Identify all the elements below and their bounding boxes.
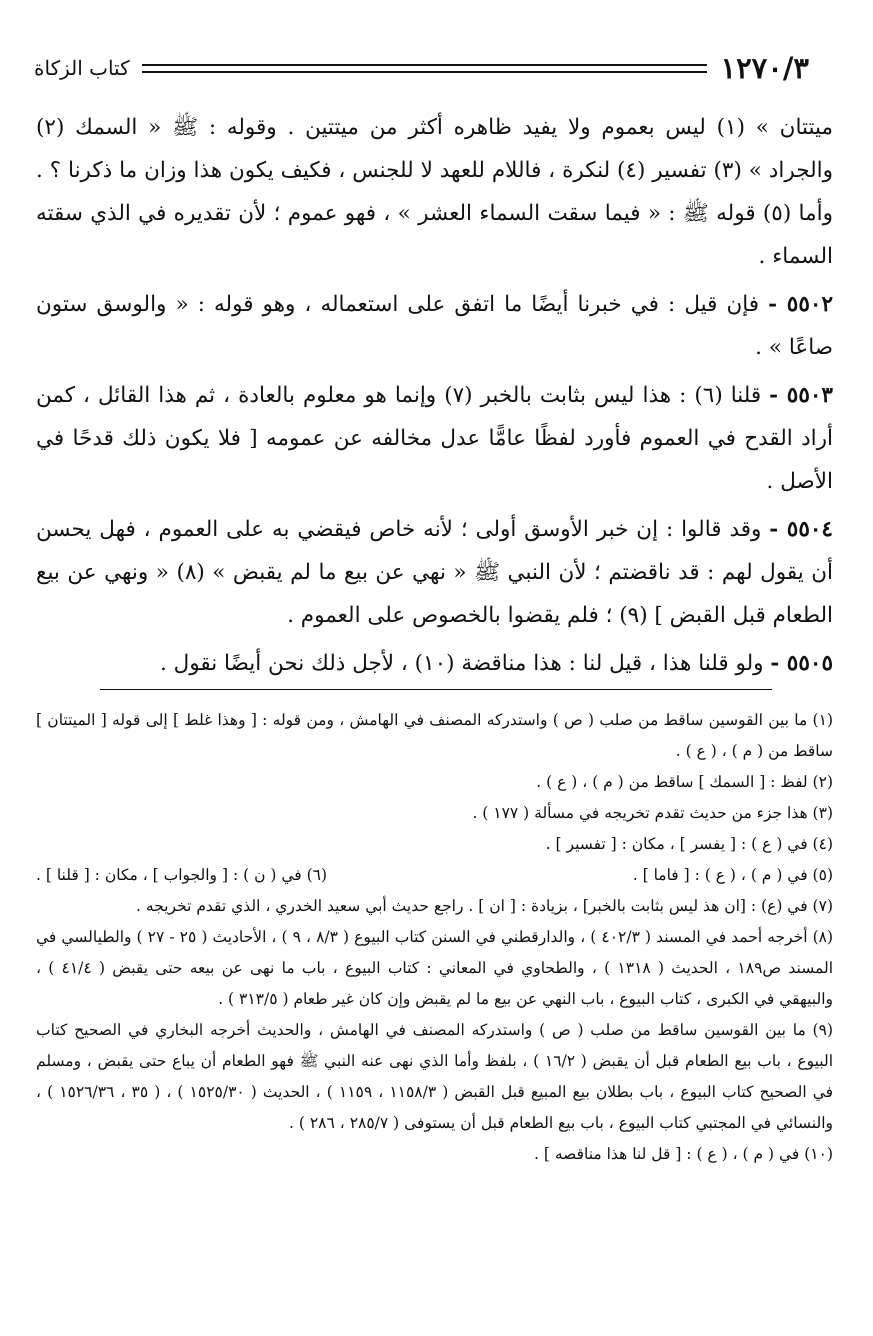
paragraph-5504 [36,508,833,637]
footnote-2: (٢) لفظ : [ السمك ] ساقط من ( م ) ، ( ع ) . [536,773,833,791]
header-double-rule [142,64,707,73]
footnote-9: (٩) ما بين القوسين ساقط من صلب ( ص ) واستدركه المصنف في الهامش ، والحديث أخرجه البخاري في الصحيح كتاب البيوع ، باب بيع الطعام قبل أن يقبض ( ١٦/٢ ) ، بلفظ وأما الذي نهى عنه النبي ﷺ فهو الطعام أن يباع حتى يقبض ، ومسلم في الصحيح كتاب البيوع ، باب بطلان بيع المبيع قبل القبض ( ١١٥٨/٣ ، ١١٥٩ ) ، الحديث ( ١٥٢٥/٣٠ ) ، ( ٣٥ ، ١٥٢٦/٣٦ ) ، والنسائي في المجتبي كتاب البيوع ، باب بيع الطعام قبل أن يستوفى ( ٢٨٥/٧ ، ٢٨٦ ) . [36,1021,834,1132]
paragraph-text: ولو قلنا هذا ، قيل لنا : هذا مناقضة (١٠) ، لأجل ذلك نحن أيضًا نقول . [159,651,764,676]
paragraph-1: ميتتان » (١) ليس بعموم ولا يفيد ظاهره أكثر من ميتتين . وقوله : ﷺ « السمك (٢) والجراد » (٣) تفسير (٤) لنكرة ، فاللام للعهد لا للجنس ، فكيف يكون هذا وزان ما ذكرنا ؟ . وأما (٥) قوله ﷺ : « فيما سقت السماء العشر » ، فهو عموم ؛ لأن تقديره في الذي سقته السماء . [36,115,834,269]
issue-number: ٥٥٠٥ - [770,651,833,676]
footnotes [36,705,833,1170]
book-title: كتاب الزكاة [34,56,130,80]
footnote-separator [100,689,772,690]
paragraph-5505 [36,642,833,685]
paragraph-text: وقد قالوا : إن خبر الأوسق أولى ؛ لأنه خاص فيقضي به على العموم ، فهل يحسن أن يقول لهم : قد ناقضتم ؛ لأن النبي ﷺ « نهي عن بيع ما لم يقبض » (٨) « ونهي عن بيع الطعام قبل القبض ] (٩) ؛ فلم يقضوا بالخصوص على العموم . [36,517,833,628]
footnote-6: (٦) في ( ن ) : [ والجواب ] ، مكان : [ قلنا ] . [36,866,328,884]
footnote-5: (٥) في ( م ) ، ( ع ) : [ فاما ] . [632,866,833,884]
footnote-8: (٨) أخرجه أحمد في المسند ( ٤٠٢/٣ ) ، والدارقطني في السنن كتاب البيوع ( ٨/٣ ، ٩ ) ، الأحاديث ( ٢٥ - ٢٧ ) والطيالسي في المسند ص١٨٩ ، الحديث ( ١٣١٨ ) ، والطحاوي في المعاني : كتاب البيوع ، باب ما نهى عن بيعه حتى يقبض ( ٤١/٤ ) ، والبيهقي في الكبرى ، كتاب البيوع ، باب النهي عن بيع ما لم يقبض وإن كان غير طعام ( ٣١٣/٥ ) . [36,928,834,1008]
paragraph-text: فإن قيل : في خبرنا أيضًا ما اتفق على استعماله ، وهو قوله : « والوسق ستون صاعًا » . [36,292,833,360]
issue-number: ٥٥٠٤ - [769,517,833,542]
footnote-row-5-6 [36,860,833,891]
footnote-7: (٧) في (ع) : [ان هذ ليس بثابت بالخبر] ، بزيادة : [ ان ] . راجع حديث أبي سعيد الخدري ، الذي تقدم تخريجه . [136,897,833,915]
main-text [36,106,833,690]
footnote-3: (٣) هذا جزء من حديث تقدم تخريجه في مسألة ( ١٧٧ ) . [472,804,833,822]
page-header [34,48,809,88]
paragraph-text: قلنا (٦) : هذا ليس بثابت بالخبر (٧) وإنما هو معلوم بالعادة ، ثم هذا القائل ، كمن أراد القدح في العموم فأورد لفظًا عامًّا عدل مخالفه عن عمومه [ فلا يكون ذلك قدحًا في الأصل . [36,383,833,494]
paragraph-5503 [36,374,833,503]
page-number: ١٢٧٠/٣ [720,51,809,85]
issue-number: ٥٥٠٢ - [768,292,833,317]
footnote-4: (٤) في ( ع ) : [ يفسر ] ، مكان : [ تفسير ] . [545,835,833,853]
paragraph-5502 [36,283,833,369]
issue-number: ٥٥٠٣ - [769,383,833,408]
footnote-1: (١) ما بين القوسين ساقط من صلب ( ص ) واستدركه المصنف في الهامش ، ومن قوله : [ وهذا غلط ] إلى قوله [ الميتتان ] ساقط من ( م ) ، ( ع ) . [36,711,833,760]
footnote-10: (١٠) في ( م ) ، ( ع ) : [ قل لنا هذا مناقصه ] . [534,1145,833,1163]
